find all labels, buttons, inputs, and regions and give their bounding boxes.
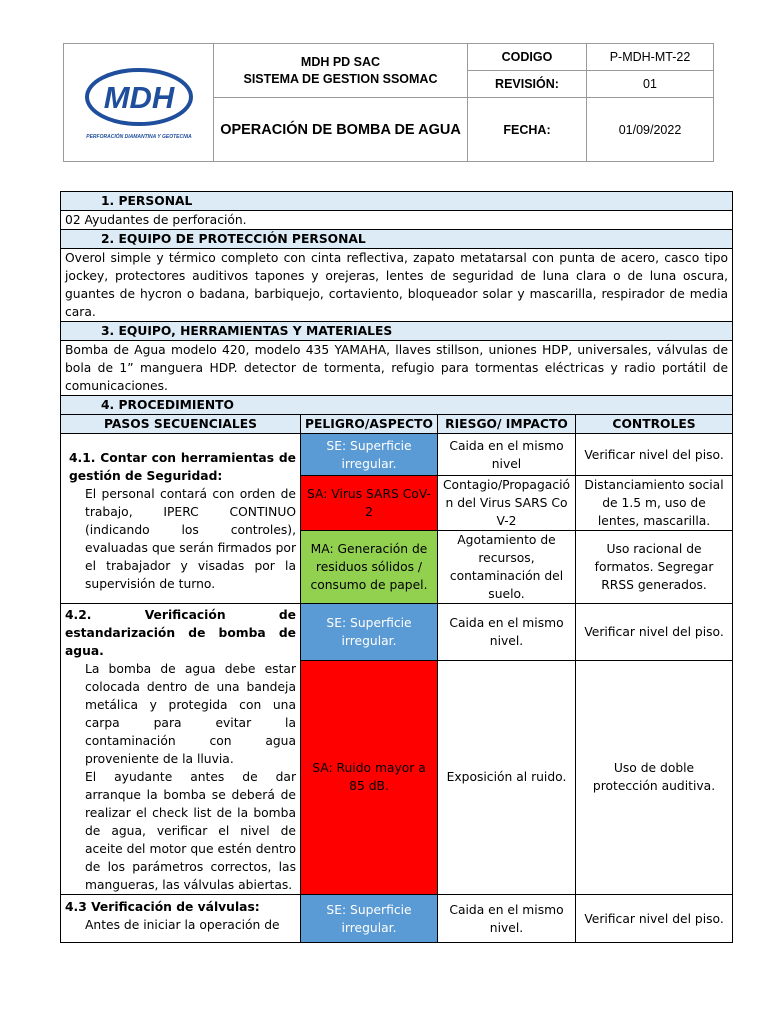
section-title: 1. PERSONAL	[61, 192, 733, 211]
document-title: OPERACIÓN DE BOMBA DE AGUA	[214, 98, 468, 162]
section-title: 3. EQUIPO, HERRAMIENTAS Y MATERIALES	[61, 322, 733, 341]
document-header	[63, 43, 714, 162]
logo-cell	[64, 44, 214, 162]
system-name: SISTEMA DE GESTION SSOMAC	[243, 71, 438, 86]
control-cell: Verificar nivel del piso.	[576, 604, 733, 661]
step-body: Antes de iniciar la operación de	[85, 918, 280, 932]
control-cell: Verificar nivel del piso.	[576, 895, 733, 943]
section-personal	[61, 192, 733, 211]
procedure-table	[60, 191, 733, 943]
control-cell: Uso racional de formatos. Segregar RRSS generados.	[576, 531, 733, 604]
col-controls: CONTROLES	[576, 415, 733, 434]
step-title: 4.3 Verificación de válvulas:	[65, 900, 260, 914]
col-steps: PASOS SECUENCIALES	[61, 415, 301, 434]
revision-label: REVISIÓN:	[468, 71, 587, 98]
date-label: FECHA:	[468, 98, 587, 162]
risk-cell: Caida en el mismo nivel.	[438, 604, 576, 661]
risk-cell: Agotamiento de recursos, contaminación del suelo.	[438, 531, 576, 604]
section-procedure	[61, 396, 733, 415]
step-body-2: El ayudante antes de dar arranque la bomba se deberá de realizar el check list de la bomba de agua, verificar el nivel de aceite del motor que estén dentro de los parámetros correctos, las mangueras, las válvulas abiertas.	[85, 770, 296, 892]
table-row	[61, 895, 733, 943]
company-name: MDH PD SAC	[300, 54, 381, 69]
mdh-logo-icon	[83, 63, 195, 143]
step-body: La bomba de agua debe estar colocada dentro de una bandeja metálica y protegida con una carpa para evitar la contaminación con agua proveniente de la lluvia.	[85, 662, 296, 766]
hazard-cell: MA: Generación de residuos sólidos / consumo de papel.	[301, 531, 438, 604]
step-4-1	[61, 434, 301, 604]
risk-cell: Exposición al ruido.	[438, 660, 576, 894]
col-hazard: PELIGRO/ASPECTO	[301, 415, 438, 434]
section-epp	[61, 230, 733, 249]
company-cell	[214, 44, 468, 98]
risk-cell: Caida en el mismo nivel.	[438, 895, 576, 943]
section-title: 4. PROCEDIMIENTO	[61, 396, 733, 415]
code-value: P-MDH-MT-22	[587, 44, 714, 71]
table-row	[61, 604, 733, 661]
hazard-cell: SA: Ruido mayor a 85 dB.	[301, 660, 438, 894]
date-value: 01/09/2022	[587, 98, 714, 162]
risk-cell: Contagio/Propagación del Virus SARS CoV-2	[438, 476, 576, 531]
personal-text: 02 Ayudantes de perforación.	[61, 211, 733, 230]
hazard-cell: SE: Superficie irregular.	[301, 895, 438, 943]
control-cell: Distanciamiento social de 1.5 m, uso de lentes, mascarilla.	[576, 476, 733, 531]
step-title: 4.2. Verificación de estandarización de bomba de agua.	[65, 608, 296, 658]
hazard-cell: SE: Superficie irregular.	[301, 434, 438, 476]
code-label: CODIGO	[468, 44, 587, 71]
control-cell: Uso de doble protección auditiva.	[576, 660, 733, 894]
column-header-row	[61, 415, 733, 434]
epp-text: Overol simple y térmico completo con cinta reflectiva, zapato metatarsal con punta de acero, casco tipo jockey, protectores auditivos tapones y orejeras, lentes de seguridad de luna clara o de luna oscura, guantes de hycron o badana, barbiquejo, cortaviento, bloqueador solar y mascarilla, respirador de media cara.	[61, 249, 733, 322]
step-4-3	[61, 895, 301, 943]
section-title: 2. EQUIPO DE PROTECCIÓN PERSONAL	[61, 230, 733, 249]
logo-text: MDH	[103, 79, 174, 115]
revision-value: 01	[587, 71, 714, 98]
logo-tagline: PERFORACIÓN DIAMANTINA Y GEOTECNIA	[85, 133, 192, 140]
equipment-text: Bomba de Agua modelo 420, modelo 435 YAMAHA, llaves stillson, uniones HDP, universales, válvulas de bola de 1” manguera HDP. detector de tormenta, refugio para tormentas eléctricas y radio portátil de comunicaciones.	[61, 341, 733, 396]
section-equipment	[61, 322, 733, 341]
step-body: El personal contará con orden de trabajo, IPERC CONTINUO (indicando los controles), evaluadas que serán firmados por el trabajador y visadas por la supervisión de turno.	[85, 486, 296, 591]
step-4-2	[61, 604, 301, 895]
table-row	[61, 434, 733, 476]
risk-cell: Caida en el mismo nivel	[438, 434, 576, 476]
control-cell: Verificar nivel del piso.	[576, 434, 733, 476]
col-risk: RIESGO/ IMPACTO	[438, 415, 576, 434]
hazard-cell: SE: Superficie irregular.	[301, 604, 438, 661]
step-title: 4.1. Contar con herramientas de gestión de Seguridad:	[69, 450, 296, 483]
hazard-cell: SA: Virus SARS CoV-2	[301, 476, 438, 531]
